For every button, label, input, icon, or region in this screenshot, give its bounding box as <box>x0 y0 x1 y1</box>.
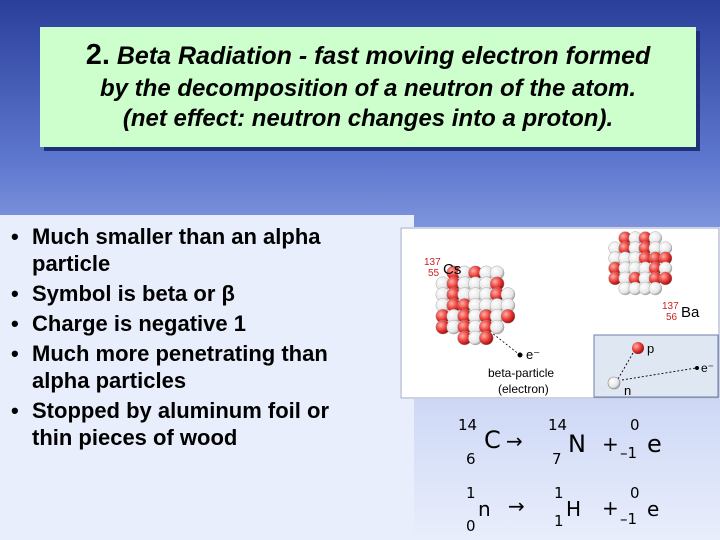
bullet-text: Charge is negative 1 <box>32 311 246 336</box>
bullet-item: • Charge is negative 1 <box>11 311 246 336</box>
title-number: 2. <box>85 39 110 71</box>
arrow-icon: → <box>506 429 523 453</box>
plus-sign-2: + <box>602 496 619 520</box>
cs-mass-number: 137 <box>424 257 441 268</box>
h-symbol: H <box>566 497 582 521</box>
bullet-panel <box>0 215 414 540</box>
e-symbol-2: e <box>647 497 660 521</box>
electron-label-2: e⁻ <box>701 361 715 375</box>
h-mass-number: 1 <box>554 484 564 502</box>
proton-ball <box>501 309 515 323</box>
proton-label: p <box>647 341 655 356</box>
neutron-mass-number: 1 <box>466 484 476 502</box>
title-line-2: by the decomposition of a neutron of the atom. <box>99 75 636 102</box>
e-charge-number: –1 <box>620 444 638 462</box>
neutron-ball <box>649 282 662 295</box>
electron-dot-icon <box>518 353 523 358</box>
electron-dot-icon-2 <box>695 366 699 370</box>
neutron-atomic-number: 0 <box>466 517 476 535</box>
title-text-1: Beta Radiation - fast moving electron formed <box>116 42 651 70</box>
proton-icon <box>632 342 644 354</box>
e-mass-number: 0 <box>630 416 640 434</box>
neutron-label: n <box>624 383 632 398</box>
bullet-text-cont: alpha particles <box>32 368 187 393</box>
beta-caption-2: (electron) <box>498 382 549 396</box>
plus-sign: + <box>602 432 619 456</box>
n-mass-number: 14 <box>548 416 568 434</box>
title-line-3: (net effect: neutron changes into a proton). <box>122 105 614 132</box>
bullet-text-cont: particle <box>32 251 111 276</box>
title-line-1 <box>40 37 696 74</box>
electron-label: e⁻ <box>526 347 541 362</box>
bullet-text: Much more penetrating than <box>32 341 328 366</box>
beta-decay-diagram <box>400 227 720 399</box>
h-atomic-number: 1 <box>554 512 564 530</box>
bullet-text: Symbol is beta or β <box>32 281 235 306</box>
bullet-list <box>0 215 414 451</box>
decay-equations <box>420 410 720 540</box>
beta-caption-1: beta-particle <box>488 366 555 380</box>
e-charge-number-2: –1 <box>620 510 638 528</box>
bullet-text-cont: thin pieces of wood <box>32 425 238 450</box>
e-symbol: e <box>647 430 662 458</box>
neutron-ball <box>490 320 504 334</box>
bullet-item: • Much more penetrating than alpha particles <box>11 341 328 393</box>
ba-atomic-number: 56 <box>666 312 678 323</box>
cs-symbol: Cs <box>443 261 462 278</box>
bullet-item: • Stopped by aluminum foil or thin pieces of wood <box>11 398 329 450</box>
bullet-text: Much smaller than an alpha <box>32 224 321 249</box>
bullet-item: • Much smaller than an alpha particle <box>11 224 321 276</box>
n-symbol: N <box>568 430 586 458</box>
neutron-symbol: n <box>478 497 491 521</box>
bullet-item: • Symbol is beta or β <box>11 281 235 306</box>
c-atomic-number: 6 <box>466 450 476 468</box>
title-box <box>40 27 696 147</box>
ba-mass-number: 137 <box>662 301 679 312</box>
neutron-icon <box>608 377 620 389</box>
proton-ball <box>659 272 672 285</box>
arrow-icon-2: → <box>508 494 525 518</box>
proton-ball <box>479 331 493 345</box>
ba-symbol: Ba <box>681 304 700 321</box>
e-mass-number-2: 0 <box>630 484 640 502</box>
c-symbol: C <box>484 426 501 454</box>
cs-atomic-number: 55 <box>428 268 440 279</box>
c-mass-number: 14 <box>458 416 478 434</box>
bullet-text: Stopped by aluminum foil or <box>32 398 329 423</box>
n-atomic-number: 7 <box>552 450 562 468</box>
